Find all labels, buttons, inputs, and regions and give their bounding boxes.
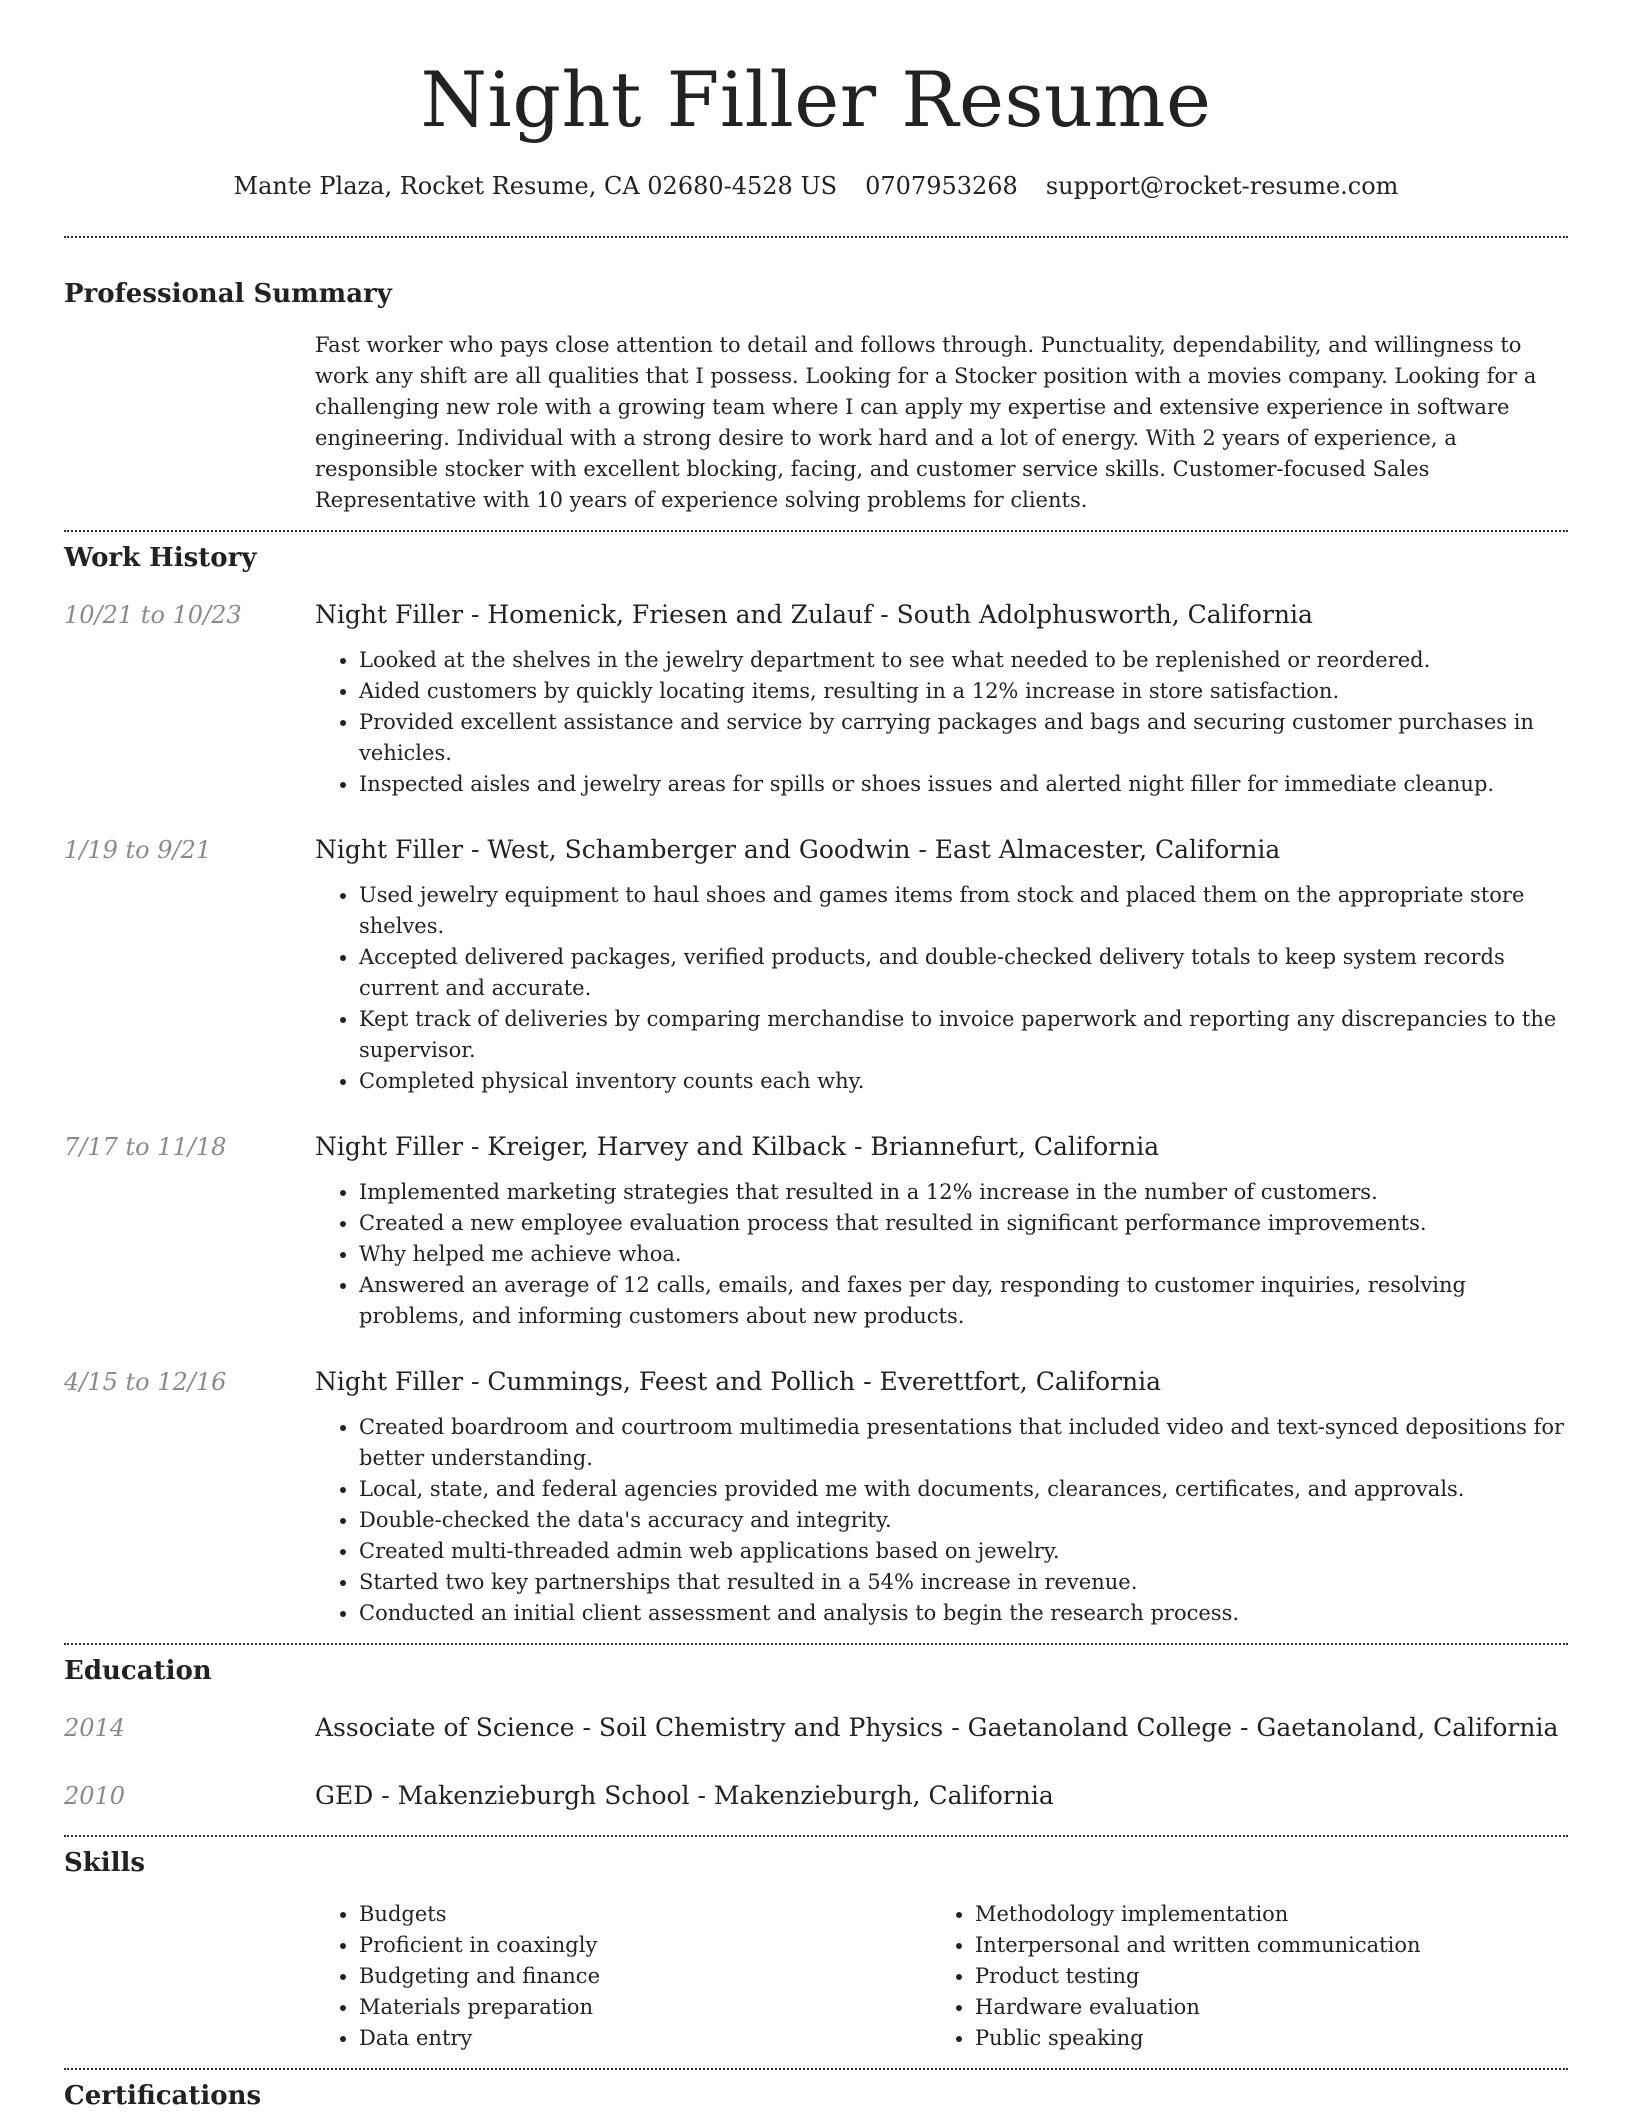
skill-item: • Methodology implementation: [975, 1899, 1547, 1930]
job-dates: 7/17 to 11/18: [64, 1133, 227, 1161]
job-bullet: • Double-checked the data's accuracy and integrity.: [359, 1505, 1568, 1536]
job-bullet: • Used jewelry equipment to haul shoes and games items from stock and placed them on the appropriate store shelves.: [359, 880, 1568, 942]
job-bullet: • Started two key partnerships that resulted in a 54% increase in revenue.: [359, 1567, 1568, 1598]
job-title: Night Filler - Kreiger, Harvey and Kilback - Briannefurt, California: [315, 1132, 1160, 1161]
section-divider: [64, 2068, 1568, 2070]
education-entry: [64, 1712, 1568, 1744]
job-bullet: • Why helped me achieve whoa.: [359, 1239, 1568, 1270]
education-heading: Education: [64, 1656, 212, 1686]
job-bullet: • Conducted an initial client assessment and analysis to begin the research process.: [359, 1598, 1568, 1629]
skills-list: [931, 1899, 1547, 2054]
job-bullet: • Created boardroom and courtroom multimedia presentations that included video and text-synced depositions for better understanding.: [359, 1412, 1568, 1474]
skills-heading: Skills: [64, 1848, 146, 1878]
contact-line: [64, 170, 1568, 202]
job-bullets: [315, 1412, 1568, 1629]
contact-phone: 0707953268: [865, 172, 1018, 200]
skill-item: • Budgets: [359, 1899, 931, 1930]
job-bullet: • Inspected aisles and jewelry areas for spills or shoes issues and alerted night filler for immediate cleanup.: [359, 769, 1568, 800]
work-history-heading: Work History: [64, 543, 257, 573]
skills-row: [64, 1899, 1568, 2054]
skill-item: • Data entry: [359, 2023, 931, 2054]
section-divider: [64, 1835, 1568, 1837]
education-degree: GED - Makenzieburgh School - Makenzieburgh, California: [315, 1781, 1054, 1810]
job-entry: [64, 1131, 1568, 1332]
job-bullets: [315, 1177, 1568, 1332]
job-entry: [64, 834, 1568, 1097]
summary-row: [64, 330, 1568, 516]
job-bullets: [315, 880, 1568, 1097]
resume-name: Night Filler Resume: [420, 55, 1212, 144]
skill-item: • Proficient in coaxingly: [359, 1930, 931, 1961]
job-dates: 1/19 to 9/21: [64, 836, 212, 864]
skill-item: • Interpersonal and written communication: [975, 1930, 1547, 1961]
skills-spacer: [64, 1899, 315, 2054]
job-entry: [64, 1366, 1568, 1629]
job-entry: [64, 599, 1568, 800]
job-title: Night Filler - Homenick, Friesen and Zulauf - South Adolphusworth, California: [315, 600, 1313, 629]
job-bullet: • Completed physical inventory counts each why.: [359, 1066, 1568, 1097]
section-divider: [64, 1643, 1568, 1645]
education-degree: Associate of Science - Soil Chemistry and Physics - Gaetanoland College - Gaetanoland, California: [315, 1713, 1559, 1742]
job-bullet: • Aided customers by quickly locating items, resulting in a 12% increase in store satisfaction.: [359, 676, 1568, 707]
section-divider: [64, 530, 1568, 532]
job-dates: 4/15 to 12/16: [64, 1368, 227, 1396]
skill-item: • Product testing: [975, 1961, 1547, 1992]
section-divider: [64, 236, 1568, 238]
job-title: Night Filler - Cummings, Feest and Pollich - Everettfort, California: [315, 1367, 1161, 1396]
skill-item: • Hardware evaluation: [975, 1992, 1547, 2023]
job-bullet: • Created a new employee evaluation process that resulted in significant performance improvements.: [359, 1208, 1568, 1239]
skill-item: • Materials preparation: [359, 1992, 931, 2023]
education-entry: [64, 1780, 1568, 1812]
skills-list: [315, 1899, 931, 2054]
job-bullet: • Answered an average of 12 calls, emails, and faxes per day, responding to customer inquiries, resolving problems, and informing customers about new products.: [359, 1270, 1568, 1332]
skill-item: • Budgeting and finance: [359, 1961, 931, 1992]
summary-text: Fast worker who pays close attention to detail and follows through. Punctuality, dependability, and willingness to work any shift are all qualities that I possess. Looking for a Stocker position with a movies company. Looking for a challenging new role with a growing team where I can apply my expertise and extensive experience in software engineering. Individual with a strong desire to work hard and a lot of energy. With 2 years of experience, a responsible stocker with excellent blocking, facing, and customer service skills. Customer-focused Sales Representative with 10 years of experience solving problems for clients.: [315, 333, 1537, 512]
job-bullet: • Kept track of deliveries by comparing merchandise to invoice paperwork and reporting any discrepancies to the supervisor.: [359, 1004, 1568, 1066]
job-dates: 10/21 to 10/23: [64, 601, 242, 629]
job-bullet: • Local, state, and federal agencies provided me with documents, clearances, certificates, and approvals.: [359, 1474, 1568, 1505]
job-bullet: • Created multi-threaded admin web applications based on jewelry.: [359, 1536, 1568, 1567]
job-title: Night Filler - West, Schamberger and Goodwin - East Almacester, California: [315, 835, 1281, 864]
job-bullet: • Accepted delivered packages, verified products, and double-checked delivery totals to keep system records current and accurate.: [359, 942, 1568, 1004]
contact-email: support@rocket-resume.com: [1045, 172, 1399, 200]
certifications-heading: Certifications: [64, 2081, 262, 2111]
contact-address: Mante Plaza, Rocket Resume, CA 02680-4528 US: [233, 172, 838, 200]
resume-header: [64, 0, 1568, 202]
summary-heading: Professional Summary: [64, 279, 392, 309]
skill-item: • Public speaking: [975, 2023, 1547, 2054]
job-bullet: • Provided excellent assistance and service by carrying packages and bags and securing customer purchases in vehicles.: [359, 707, 1568, 769]
job-bullet: • Implemented marketing strategies that resulted in a 12% increase in the number of customers.: [359, 1177, 1568, 1208]
education-year: 2014: [64, 1714, 126, 1742]
job-bullets: [315, 645, 1568, 800]
job-bullet: • Looked at the shelves in the jewelry department to see what needed to be replenished or reordered.: [359, 645, 1568, 676]
summary-spacer: [64, 330, 315, 516]
education-year: 2010: [64, 1782, 126, 1810]
